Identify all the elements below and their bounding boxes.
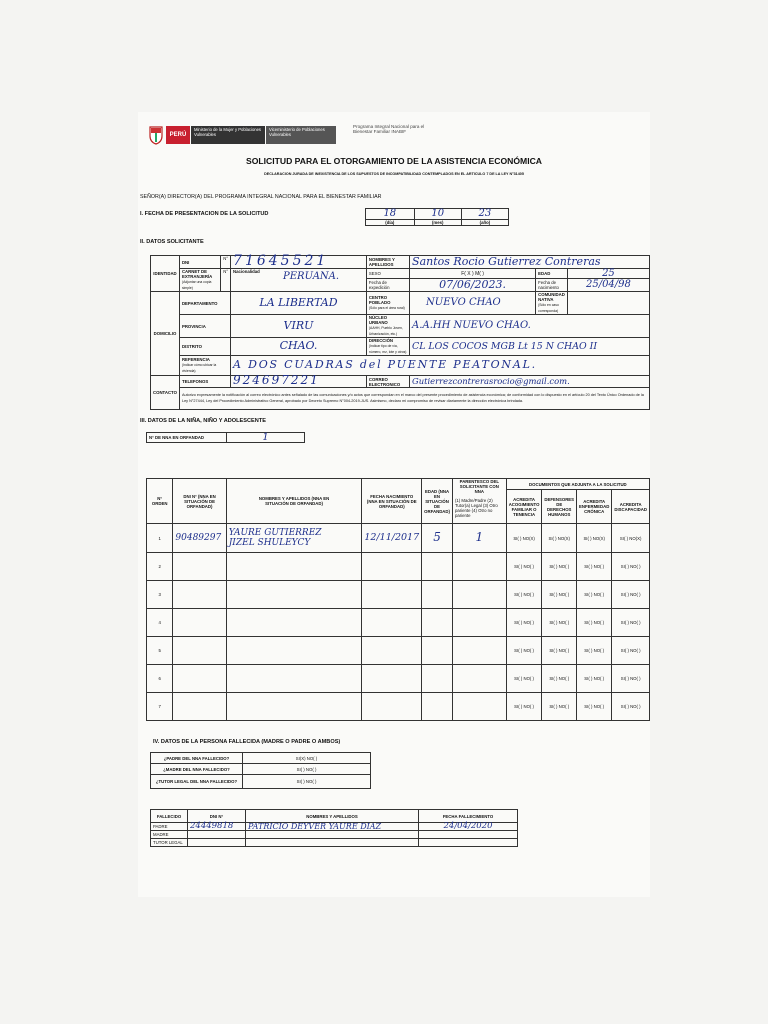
comunidad-label: COMUNIDAD NATIVA (Sólo en caso corresponda) <box>536 292 568 315</box>
form-sheet <box>138 112 650 897</box>
doc-defensores-check[interactable]: SI( ) NO( ) <box>542 637 577 665</box>
doc-defensores-check[interactable]: SI( ) NO( ) <box>542 609 577 637</box>
provincia-label: PROVINCIA <box>179 315 230 338</box>
nna-name-field[interactable] <box>226 693 362 721</box>
deceased-label: MADRE <box>151 831 188 839</box>
row-number: 1 <box>147 524 173 553</box>
doc-enfermedad-check[interactable]: SI( ) NO( ) <box>577 637 612 665</box>
table-row <box>147 581 650 609</box>
nna-parentesco-field[interactable] <box>452 693 506 721</box>
deceased-label: TUTOR LEGAL <box>151 839 188 847</box>
deceased-dni-field[interactable]: 24449818 <box>188 823 246 831</box>
nna-name-field[interactable] <box>226 637 362 665</box>
nucleo-field[interactable]: A.A.HH NUEVO CHAO. <box>410 315 650 338</box>
col-documentos: DOCUMENTOS QUE ADJUNTA A LA SOLICITUD <box>506 479 649 490</box>
nna-dni-field[interactable]: 90489297 <box>173 524 226 553</box>
question-row <box>151 775 371 789</box>
direccion-label: DIRECCIÓN (Indicar tipo de vía, número, mz, lote y otros) <box>366 338 409 356</box>
nationality-field[interactable]: Nacionalidad PERUANA. <box>231 269 367 292</box>
edad-field[interactable]: 25 <box>567 269 649 279</box>
nna-name-field[interactable]: YAURE GUTIERREZ JIZEL SHULEYCY <box>226 524 362 553</box>
names-field[interactable]: Santos Rocio Gutierrez Contreras <box>410 256 650 269</box>
contacto-consent-text: Autorizo expresamente la notificación al correo electrónico antes señalado de las comunicaciones y/o actos que correspondan en el marco del presente procedimiento de asistencia económica; de conformidad con lo dispuesto en el artículo 20 del Texto Único Ordenado de la Ley N°27444, Ley del Procedimiento Administrativo General, aprobado por Decreto Supremo N°004-2019-JUS. Asimismo, declaro mi compromiso de revisar diariamente la dirección electrónica brindada. <box>179 388 649 410</box>
row-number: 7 <box>147 693 173 721</box>
doc-enfermedad-check[interactable]: SI( ) NO( ) <box>577 581 612 609</box>
fecha-nac-label: Fecha de nacimiento <box>536 279 568 292</box>
nna-table <box>146 478 650 721</box>
doc-discapacidad-check[interactable]: SI( ) NO( ) <box>612 637 650 665</box>
deceased-table <box>150 809 518 847</box>
nna-fecha-field[interactable]: 12/11/2017 <box>362 524 422 553</box>
carnet-n-label: N° <box>221 269 231 292</box>
nna-parentesco-field[interactable] <box>452 665 506 693</box>
col-fallecido-fecha: FECHA FALLECIMIENTO <box>419 810 518 823</box>
nna-parentesco-field[interactable] <box>452 581 506 609</box>
col-fecha: FECHA NACIMIENTO (NNA EN SITUACIÓN DE ORFANDAD) <box>362 479 422 524</box>
depto-field[interactable]: LA LIBERTAD <box>231 292 367 315</box>
country-box: PERÚ <box>166 126 190 144</box>
question-label: ¿MADRE DEL NNA FALLECIDO? <box>151 764 243 775</box>
nna-fecha-field[interactable] <box>362 553 422 581</box>
question-answer[interactable]: SI(X) NO( ) <box>243 753 371 764</box>
vice-ministry-box: Viceministerio de Poblaciones Vulnerables <box>266 126 336 144</box>
referencia-label: REFERENCIA (Indicar cómo ubicar la vivienda) <box>179 356 230 376</box>
comunidad-field[interactable] <box>567 292 649 315</box>
fecha-exp-label: Fecha de expedición <box>366 279 409 292</box>
nna-edad-field[interactable]: 5 <box>422 524 453 553</box>
question-answer[interactable]: SI( ) NO( ) <box>243 764 371 775</box>
question-rows <box>151 753 371 789</box>
doc-discapacidad-check[interactable]: SI( ) NO( ) <box>612 609 650 637</box>
doc-acogimiento-check[interactable]: SI( ) NO( ) <box>506 693 542 721</box>
nna-edad-field[interactable] <box>422 637 453 665</box>
direccion-field[interactable]: CL LOS COCOS MGB Lt 15 N CHAO II <box>410 338 650 356</box>
col-orden: N° ORDEN <box>147 479 173 524</box>
nna-fecha-field[interactable] <box>362 665 422 693</box>
section3-title: III. DATOS DE LA NIÑA, NIÑO Y ADOLESCENTE <box>140 418 266 424</box>
nna-dni-field[interactable] <box>173 553 226 581</box>
nna-parentesco-field[interactable]: 1 <box>452 524 506 553</box>
doc-defensores-check[interactable]: SI( ) NO( ) <box>542 665 577 693</box>
month-label: (mes) <box>414 220 461 226</box>
col-fallecido-dni: DNI N° <box>188 810 246 823</box>
day-label: (día) <box>366 220 415 226</box>
doc-acogimiento-check[interactable]: SI( ) NO( ) <box>506 637 542 665</box>
applicant-table <box>150 252 650 410</box>
ministry-box: Ministerio de la Mujer y Poblaciones Vulnerables <box>191 126 265 144</box>
page-title: SOLICITUD PARA EL OTORGAMIENTO DE LA ASISTENCIA ECONÓMICA <box>245 156 543 166</box>
correo-label: CORREO ELECTRONICO <box>366 376 409 388</box>
nna-dni-field[interactable] <box>173 637 226 665</box>
col-fallecido-nombres: NOMBRES Y APELLIDOS <box>246 810 419 823</box>
deceased-fecha-field[interactable] <box>419 839 518 847</box>
question-label: ¿PADRE DEL NNA FALLECIDO? <box>151 753 243 764</box>
deceased-fecha-field[interactable]: 24/04/2020 <box>419 823 518 831</box>
distrito-field[interactable]: CHAO. <box>231 338 367 356</box>
referencia-field[interactable]: A DOS CUADRAS del PUENTE PEATONAL. <box>231 356 650 376</box>
doc-defensores-check[interactable]: SI( ) NO( ) <box>542 553 577 581</box>
nna-rows <box>147 524 650 721</box>
doc-acogimiento-check[interactable]: SI( ) NO( ) <box>506 609 542 637</box>
nna-parentesco-field[interactable] <box>452 609 506 637</box>
addressee: SEÑOR(A) DIRECTOR(A) DEL PROGRAMA INTEGRAL NACIONAL PARA EL BIENESTAR FAMILIAR <box>140 194 382 200</box>
year-label: (año) <box>461 220 508 226</box>
col-doc-acogimiento: ACREDITA ACOGIMIENTO FAMILIAR O TENENCIA <box>506 490 542 524</box>
doc-enfermedad-check[interactable]: SI( ) NO( ) <box>577 609 612 637</box>
section1-title: I. FECHA DE PRESENTACION DE LA SOLICITUD <box>140 211 269 217</box>
deceased-name-field[interactable]: PATRICIO DEYVER YAURE DIAZ <box>246 823 419 831</box>
nna-name-field[interactable] <box>226 665 362 693</box>
col-edad: EDAD (NNA EN SITUACIÓN DE ORFANDAD) <box>422 479 453 524</box>
nna-dni-field[interactable] <box>173 665 226 693</box>
domicilio-label: DOMICILIO <box>151 292 180 376</box>
deceased-dni-field[interactable] <box>188 831 246 839</box>
page-subtitle: DECLARACION JURADA DE INEXISTENCIA DE LOS SUPUESTOS DE INCOMPATIBILIDAD CONTEMPLADOS EN EL ARTICULO 7 DE LA LEY N°31405 <box>264 172 524 176</box>
day-cell[interactable]: 18 <box>366 209 415 220</box>
row-number: 3 <box>147 581 173 609</box>
table-row <box>147 637 650 665</box>
provincia-field[interactable]: VIRU <box>231 315 367 338</box>
table-row <box>147 524 650 553</box>
identidad-label: IDENTIDAD <box>151 256 180 292</box>
nna-count-table <box>146 432 305 443</box>
sexo-label: SEXO <box>366 269 409 279</box>
table-row <box>151 823 518 831</box>
nna-count-field[interactable]: 1 <box>227 433 305 443</box>
deceased-dni-field[interactable] <box>188 839 246 847</box>
nna-fecha-field[interactable] <box>362 637 422 665</box>
row-number: 4 <box>147 609 173 637</box>
deceased-rows <box>151 823 518 847</box>
doc-enfermedad-check[interactable]: SI( ) NO(X) <box>577 524 612 553</box>
centro-field[interactable]: NUEVO CHAO <box>410 292 536 315</box>
doc-enfermedad-check[interactable]: SI( ) NO( ) <box>577 665 612 693</box>
doc-defensores-check[interactable]: SI( ) NO( ) <box>542 693 577 721</box>
table-row <box>147 553 650 581</box>
dni-n-label: N° <box>221 256 231 269</box>
contacto-label: CONTACTO <box>151 376 180 410</box>
deceased-label: PADRE <box>151 823 188 831</box>
correo-field[interactable]: Gutierrezcontrerasrocio@gmail.com. <box>410 376 650 388</box>
table-row <box>147 693 650 721</box>
peru-shield-icon <box>148 125 164 145</box>
deceased-questions-table <box>150 752 371 789</box>
table-row <box>151 839 518 847</box>
col-fallecido: FALLECIDO <box>151 810 188 823</box>
header-logos <box>148 122 448 150</box>
year-cell[interactable]: 23 <box>461 209 508 220</box>
doc-defensores-check[interactable]: SI( ) NO( ) <box>542 581 577 609</box>
nna-fecha-field[interactable] <box>362 609 422 637</box>
deceased-name-field[interactable] <box>246 831 419 839</box>
col-parentesco: PARENTESCO DEL SOLICITANTE CON NNA (1) Madre/Padre (2) Tutor(a) Legal (3) Otro pariente (4) Otro no pariente <box>452 479 506 524</box>
col-dni: DNI N° (NNA EN SITUACIÓN DE ORFANDAD) <box>173 479 226 524</box>
depto-label: DEPARTAMENTO <box>179 292 230 315</box>
col-doc-defensores: DEFENSORES DE DERECHOS HUMANOS <box>542 490 577 524</box>
nna-fecha-field[interactable] <box>362 581 422 609</box>
doc-enfermedad-check[interactable]: SI( ) NO( ) <box>577 553 612 581</box>
doc-discapacidad-check[interactable]: SI( ) NO( ) <box>612 665 650 693</box>
doc-discapacidad-check[interactable]: SI( ) NO( ) <box>612 693 650 721</box>
question-label: ¿TUTOR LEGAL DEL NNA FALLECIDO? <box>151 775 243 789</box>
table-row <box>147 609 650 637</box>
dni-field[interactable]: 71645521 <box>231 256 367 269</box>
doc-acogimiento-check[interactable]: SI( ) NO( ) <box>506 581 542 609</box>
nna-dni-field[interactable] <box>173 581 226 609</box>
telefono-label: TELEFONOS <box>179 376 230 388</box>
row-number: 2 <box>147 553 173 581</box>
col-doc-discapacidad: ACREDITA DISCAPACIDAD <box>612 490 650 524</box>
nna-parentesco-field[interactable] <box>452 553 506 581</box>
doc-discapacidad-check[interactable]: SI( ) NO(X) <box>612 524 650 553</box>
nna-parentesco-field[interactable] <box>452 637 506 665</box>
doc-enfermedad-check[interactable]: SI( ) NO( ) <box>577 693 612 721</box>
nna-edad-field[interactable] <box>422 609 453 637</box>
centro-label: CENTRO POBLADO (Sólo para el área rural) <box>366 292 409 315</box>
question-row <box>151 764 371 775</box>
telefono-field[interactable]: 924697221 <box>231 376 367 388</box>
date-table <box>365 208 509 226</box>
table-row <box>147 665 650 693</box>
program-name: Programa Integral Nacional para el Bienestar Familiar INABIF <box>353 124 425 135</box>
nna-name-field[interactable] <box>226 553 362 581</box>
nna-edad-field[interactable] <box>422 693 453 721</box>
question-answer[interactable]: SI( ) NO( ) <box>243 775 371 789</box>
table-row <box>151 831 518 839</box>
edad-label: EDAD <box>536 269 568 279</box>
row-number: 5 <box>147 637 173 665</box>
doc-acogimiento-check[interactable]: SI( ) NO( ) <box>506 665 542 693</box>
nna-name-field[interactable] <box>226 581 362 609</box>
section4-title: IV. DATOS DE LA PERSONA FALLECIDA (MADRE O PADRE O AMBOS) <box>153 739 341 745</box>
fecha-exp-field[interactable]: 07/06/2023. <box>410 279 536 292</box>
doc-defensores-check[interactable]: SI( ) NO(X) <box>542 524 577 553</box>
nna-dni-field[interactable] <box>173 693 226 721</box>
doc-discapacidad-check[interactable]: SI( ) NO( ) <box>612 553 650 581</box>
nucleo-label: NÚCLEO URBANO (AAHH, Pueblo Joven, Urbanización, etc.) <box>366 315 409 338</box>
doc-acogimiento-check[interactable]: SI( ) NO( ) <box>506 553 542 581</box>
nna-edad-field[interactable] <box>422 665 453 693</box>
nna-fecha-field[interactable] <box>362 693 422 721</box>
section2-title: II. DATOS SOLICITANTE <box>140 239 204 245</box>
carnet-label: CARNET DE EXTRANJERÍA (Adjuntar una copia simple) <box>179 269 220 292</box>
month-cell[interactable]: 10 <box>414 209 461 220</box>
row-number: 6 <box>147 665 173 693</box>
sexo-field[interactable]: F( X ) M( ) <box>410 269 536 279</box>
deceased-name-field[interactable] <box>246 839 419 847</box>
col-nombres: NOMBRES Y APELLIDOS (NNA EN SITUACIÓN DE ORFANDAD) <box>226 479 362 524</box>
deceased-fecha-field[interactable] <box>419 831 518 839</box>
nna-count-label: N° DE NNA EN ORFANDAD <box>147 433 227 443</box>
doc-acogimiento-check[interactable]: SI( ) NO(X) <box>506 524 542 553</box>
question-row <box>151 753 371 764</box>
nna-dni-field[interactable] <box>173 609 226 637</box>
fecha-nac-field[interactable]: 25/04/98 <box>567 279 649 292</box>
names-label: NOMBRES Y APELLIDOS <box>366 256 409 269</box>
distrito-label: DISTRITO <box>179 338 230 356</box>
dni-label: DNI <box>179 256 220 269</box>
nna-edad-field[interactable] <box>422 581 453 609</box>
doc-discapacidad-check[interactable]: SI( ) NO( ) <box>612 581 650 609</box>
nna-edad-field[interactable] <box>422 553 453 581</box>
nna-name-field[interactable] <box>226 609 362 637</box>
col-doc-enfermedad: ACREDITA ENFERMEDAD CRÓNICA <box>577 490 612 524</box>
